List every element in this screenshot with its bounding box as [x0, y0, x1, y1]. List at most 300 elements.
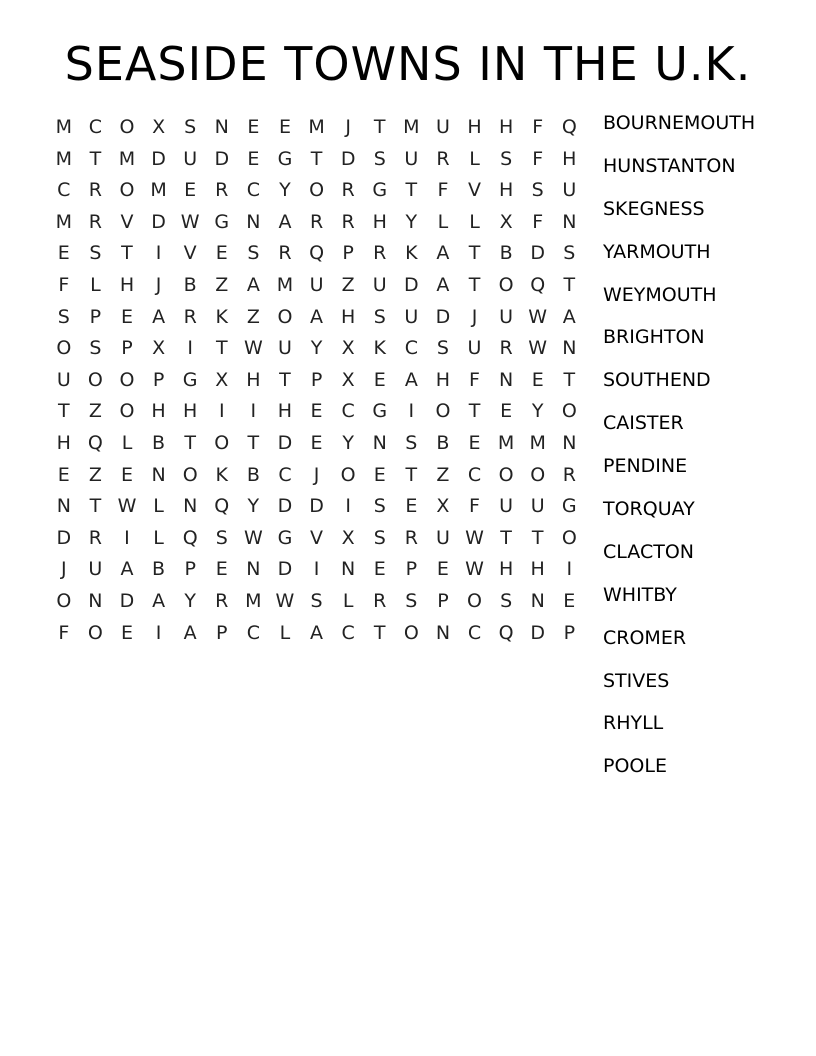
grid-letter: N [562, 337, 577, 360]
grid-letter: O [561, 400, 577, 423]
grid-letter: Z [246, 305, 260, 328]
grid-letter: O [56, 589, 72, 612]
grid-letter: L [121, 431, 133, 454]
grid-letter: S [184, 116, 197, 138]
grid-letter: R [215, 589, 229, 612]
grid-letter: J [471, 305, 478, 328]
grid-row [48, 112, 588, 144]
grid-letter: J [60, 558, 67, 581]
grid-letter: R [88, 526, 102, 549]
grid-letter: O [119, 179, 135, 202]
grid-letter: W [180, 210, 200, 233]
grid-letter: I [187, 337, 193, 360]
grid-letter: M [529, 431, 546, 454]
grid-letter: T [373, 116, 386, 138]
grid-letter: H [56, 431, 71, 454]
grid-letter: T [247, 431, 260, 454]
grid-letter: G [372, 179, 388, 202]
grid-letter: A [120, 558, 134, 581]
grid-letter: K [215, 305, 228, 328]
grid-letter: F [58, 273, 70, 296]
word-list-item: POOLE [603, 755, 667, 778]
word-list-item: PENDINE [603, 455, 688, 478]
grid-letter: O [498, 273, 514, 296]
grid-letter: A [562, 305, 576, 328]
grid-letter: D [277, 495, 293, 518]
grid-letter: H [151, 400, 166, 423]
grid-row [48, 396, 588, 428]
grid-letter: R [88, 179, 102, 202]
word-list-item: CAISTER [603, 412, 684, 435]
grid-letter: A [152, 589, 166, 612]
grid-row [48, 428, 588, 460]
grid-letter: O [119, 368, 135, 391]
grid-letter: G [277, 526, 293, 549]
grid-letter: C [246, 621, 260, 644]
grid-letter: H [498, 179, 514, 202]
grid-letter: X [341, 368, 355, 391]
grid-letter: N [562, 431, 577, 454]
grid-letter: R [373, 589, 387, 612]
grid-letter: R [183, 305, 197, 328]
grid-letter: W [243, 337, 263, 360]
grid-letter: E [310, 400, 323, 423]
grid-letter: O [182, 463, 198, 486]
word-list-item: RHYLL [603, 712, 664, 735]
grid-letter: W [117, 495, 137, 518]
grid-letter: X [341, 526, 355, 549]
grid-letter: U [404, 147, 419, 170]
grid-letter: K [215, 463, 228, 486]
grid-letter: I [155, 621, 162, 644]
grid-letter: C [467, 463, 482, 486]
grid-letter: F [469, 368, 480, 391]
grid-letter: R [562, 463, 576, 486]
grid-letter: I [218, 400, 225, 423]
grid-letter: T [373, 621, 386, 644]
grid-letter: C [88, 116, 103, 138]
grid-letter: U [562, 179, 577, 202]
grid-letter: P [437, 589, 449, 612]
grid-letter: H [498, 558, 514, 581]
grid-letter: P [310, 368, 323, 391]
grid-letter: R [341, 179, 355, 202]
grid-letter: E [247, 116, 260, 138]
grid-letter: T [279, 368, 291, 391]
grid-letter: D [151, 210, 166, 233]
grid-letter: Q [530, 273, 546, 296]
grid-letter: P [121, 337, 133, 360]
grid-letter: T [563, 273, 576, 296]
grid-letter: U [404, 305, 419, 328]
grid-letter: E [405, 495, 418, 518]
grid-letter: L [153, 495, 164, 518]
grid-letter: M [55, 210, 72, 233]
grid-letter: A [183, 621, 197, 644]
grid-letter: T [121, 242, 133, 265]
grid-letter: I [313, 558, 320, 581]
grid-row [48, 491, 588, 523]
grid-row [48, 618, 588, 650]
grid-letter: S [563, 242, 576, 265]
grid-letter: C [341, 400, 355, 423]
grid-letter: O [435, 400, 451, 423]
grid-letter: M [403, 116, 420, 138]
grid-row [48, 207, 588, 239]
grid-letter: N [56, 495, 71, 518]
grid-letter: E [215, 242, 228, 265]
word-list-item: HUNSTANTON [603, 154, 736, 177]
grid-letter: Q [214, 495, 230, 518]
grid-letter: A [310, 621, 324, 644]
grid-letter: W [275, 589, 295, 612]
grid-row [48, 302, 588, 334]
grid-letter: O [403, 621, 419, 644]
grid-letter: H [372, 210, 387, 233]
grid-letter: H [530, 558, 545, 581]
grid-letter: R [404, 526, 418, 549]
grid-letter: C [278, 463, 292, 486]
grid-letter: A [152, 305, 166, 328]
grid-letter: I [345, 495, 351, 518]
grid-letter: U [309, 273, 324, 296]
grid-letter: T [468, 400, 481, 423]
grid-letter: O [119, 116, 135, 138]
grid-letter: N [372, 431, 387, 454]
grid-letter: Z [88, 400, 102, 423]
grid-letter: H [340, 305, 356, 328]
grid-letter: F [532, 116, 544, 138]
grid-letter: E [531, 368, 544, 391]
grid-letter: O [561, 526, 577, 549]
grid-letter: S [373, 147, 386, 170]
grid-letter: U [499, 305, 514, 328]
grid-letter: O [530, 463, 546, 486]
grid-letter: S [215, 526, 228, 549]
word-list [603, 110, 808, 796]
grid-letter: K [373, 337, 386, 360]
word-list-item: WHITBY [603, 583, 677, 606]
word-list-item: CLACTON [603, 540, 694, 563]
grid-letter: D [151, 147, 166, 170]
grid-letter: C [246, 179, 260, 202]
grid-letter: U [435, 526, 450, 549]
grid-letter: S [57, 305, 70, 328]
grid-letter: J [155, 273, 162, 296]
grid-letter: M [276, 273, 294, 296]
grid-letter: R [88, 210, 102, 233]
grid-letter: E [278, 116, 291, 138]
grid-letter: C [467, 621, 482, 644]
grid-letter: S [373, 305, 386, 328]
grid-letter: T [405, 179, 418, 202]
grid-letter: D [214, 147, 230, 170]
grid-letter: A [436, 242, 450, 265]
grid-letter: E [373, 558, 386, 581]
grid-letter: L [90, 273, 101, 296]
grid-letter: F [469, 495, 480, 518]
grid-letter: U [88, 558, 103, 581]
grid-letter: B [246, 463, 260, 486]
grid-letter: D [277, 431, 293, 454]
grid-letter: R [215, 179, 229, 202]
grid-letter: D [309, 495, 324, 518]
grid-letter: D [340, 147, 356, 170]
grid-letter: F [532, 147, 544, 170]
grid-letter: B [152, 431, 166, 454]
grid-letter: U [372, 273, 387, 296]
grid-letter: L [279, 621, 291, 644]
grid-letter: Y [531, 400, 544, 423]
grid-letter: N [246, 210, 261, 233]
grid-letter: E [184, 179, 197, 202]
grid-letter: K [405, 242, 418, 265]
grid-letter: V [310, 526, 324, 549]
grid-letter: S [89, 337, 102, 360]
grid-letter: Q [87, 431, 103, 454]
grid-letter: T [89, 147, 102, 170]
grid-letter: S [405, 589, 418, 612]
grid-letter: O [467, 589, 482, 612]
grid-letter: E [563, 589, 576, 612]
grid-letter: G [214, 210, 230, 233]
grid-letter: M [497, 431, 515, 454]
grid-letter: A [436, 273, 450, 296]
grid-letter: W [528, 305, 548, 328]
grid-letter: V [183, 242, 197, 265]
grid-letter: S [405, 431, 418, 454]
grid-letter: P [152, 368, 165, 391]
grid-letter: X [152, 116, 166, 138]
grid-letter: T [468, 273, 481, 296]
grid-letter: H [467, 116, 482, 138]
grid-letter: A [404, 368, 418, 391]
grid-letter: X [341, 337, 355, 360]
grid-letter: F [437, 179, 449, 202]
grid-letter: I [155, 242, 162, 265]
grid-row [48, 586, 588, 618]
grid-letter: Q [309, 242, 325, 265]
grid-letter: O [277, 305, 293, 328]
grid-letter: T [563, 368, 576, 391]
grid-letter: O [309, 179, 325, 202]
grid-letter: U [467, 337, 482, 360]
word-list-item: STIVES [603, 669, 670, 692]
grid-letter: H [277, 400, 293, 423]
grid-letter: W [243, 526, 263, 549]
grid-letter: U [56, 368, 71, 391]
grid-letter: Z [436, 463, 450, 486]
grid-letter: S [500, 147, 513, 170]
grid-letter: Y [279, 179, 291, 202]
grid-letter: N [341, 558, 356, 581]
grid-letter: E [373, 368, 386, 391]
grid-letter: E [120, 463, 133, 486]
grid-letter: N [435, 621, 451, 644]
word-list-item: YARMOUTH [603, 240, 711, 263]
grid-letter: X [499, 210, 513, 233]
puzzle-title: SEASIDE TOWNS IN THE U.K. [64, 37, 752, 91]
grid-letter: S [373, 495, 386, 518]
grid-letter: E [120, 621, 133, 644]
grid-letter: H [119, 273, 135, 296]
grid-row [48, 175, 588, 207]
grid-letter: L [469, 210, 480, 233]
grid-letter: Q [561, 116, 577, 138]
grid-letter: N [151, 463, 166, 486]
grid-letter: S [89, 242, 102, 265]
grid-letter: R [499, 337, 513, 360]
grid-letter: M [55, 116, 72, 138]
grid-letter: I [408, 400, 415, 423]
grid-letter: W [465, 526, 484, 549]
grid-letter: Y [310, 337, 323, 360]
grid-row [48, 523, 588, 555]
grid-letter: J [345, 116, 351, 138]
grid-letter: U [435, 116, 450, 138]
grid-letter: Y [405, 210, 418, 233]
grid-letter: D [404, 273, 419, 296]
grid-letter: T [184, 431, 196, 454]
grid-letter: N [562, 210, 577, 233]
grid-letter: T [500, 526, 512, 549]
grid-letter: E [57, 242, 70, 265]
grid-letter: E [373, 463, 386, 486]
grid-letter: I [124, 526, 130, 549]
grid-letter: N [246, 558, 261, 581]
grid-letter: U [499, 495, 514, 518]
grid-letter: M [150, 179, 167, 202]
grid-letter: E [468, 431, 481, 454]
grid-letter: P [563, 621, 576, 644]
grid-letter: D [119, 589, 135, 612]
grid-letter: H [498, 116, 514, 138]
grid-letter: L [469, 147, 480, 170]
grid-row [48, 333, 588, 365]
grid-letter: C [57, 179, 71, 202]
grid-letter: L [153, 526, 164, 549]
grid-letter: O [119, 400, 135, 423]
grid-letter: T [57, 400, 70, 423]
grid-letter: S [531, 179, 544, 202]
grid-letter: L [342, 589, 354, 612]
grid-letter: E [247, 147, 260, 170]
grid-letter: U [530, 495, 545, 518]
grid-letter: Z [88, 463, 102, 486]
grid-row [48, 270, 588, 302]
grid-letter: S [310, 589, 323, 612]
grid-letter: B [152, 558, 166, 581]
grid-letter: H [246, 368, 261, 391]
word-list-item: TORQUAY [603, 498, 695, 521]
word-list-item: WEYMOUTH [603, 283, 717, 306]
grid-letter: S [436, 337, 449, 360]
word-list-item: CROMER [603, 626, 687, 649]
grid-letter: P [89, 305, 102, 328]
grid-letter: E [120, 305, 133, 328]
grid-letter: S [373, 526, 386, 549]
grid-letter: I [566, 558, 573, 581]
grid-letter: A [246, 273, 260, 296]
grid-row [48, 460, 588, 492]
grid-letter: S [500, 589, 513, 612]
grid-letter: Z [215, 273, 229, 296]
grid-letter: Y [184, 589, 196, 612]
grid-letter: H [183, 400, 198, 423]
grid-letter: X [436, 495, 450, 518]
grid-letter: G [182, 368, 198, 391]
grid-row [48, 238, 588, 270]
grid-letter: U [277, 337, 292, 360]
grid-letter: R [341, 210, 355, 233]
grid-letter: L [437, 210, 449, 233]
grid-letter: C [341, 621, 355, 644]
grid-letter: O [214, 431, 230, 454]
grid-letter: E [57, 463, 70, 486]
grid-letter: P [405, 558, 418, 581]
grid-letter: B [183, 273, 197, 296]
grid-letter: Q [498, 621, 514, 644]
grid-letter: W [528, 337, 548, 360]
grid-letter: P [184, 558, 196, 581]
grid-letter: T [531, 526, 544, 549]
grid-letter: R [309, 210, 324, 233]
grid-letter: T [310, 147, 323, 170]
grid-letter: V [120, 210, 134, 233]
letter-grid [48, 112, 588, 649]
grid-letter: A [310, 305, 324, 328]
grid-letter: S [247, 242, 260, 265]
grid-letter: T [89, 495, 102, 518]
grid-letter: O [340, 463, 356, 486]
grid-letter: B [499, 242, 513, 265]
grid-row [48, 144, 588, 176]
grid-letter: O [498, 463, 514, 486]
grid-letter: D [530, 242, 546, 265]
grid-letter: G [277, 147, 293, 170]
word-list-item: SKEGNESS [603, 197, 705, 220]
grid-letter: M [245, 589, 262, 612]
grid-letter: W [465, 558, 484, 581]
grid-letter: X [152, 337, 166, 360]
grid-letter: J [313, 463, 320, 486]
grid-letter: E [215, 558, 228, 581]
grid-letter: H [435, 368, 451, 391]
grid-letter: Y [342, 431, 354, 454]
grid-letter: V [468, 179, 482, 202]
word-list-item: SOUTHEND [603, 369, 711, 392]
grid-letter: P [216, 621, 228, 644]
grid-letter: D [56, 526, 72, 549]
grid-row [48, 365, 588, 397]
grid-letter: G [372, 400, 388, 423]
grid-letter: E [310, 431, 323, 454]
grid-letter: T [215, 337, 228, 360]
grid-letter: X [215, 368, 229, 391]
grid-letter: Z [341, 273, 355, 296]
grid-letter: A [278, 210, 292, 233]
grid-letter: F [58, 621, 70, 644]
grid-letter: R [373, 242, 387, 265]
grid-letter: D [435, 305, 451, 328]
grid-letter: P [342, 242, 354, 265]
grid-letter: R [278, 242, 292, 265]
grid-letter: D [277, 558, 293, 581]
grid-letter: O [87, 621, 103, 644]
grid-letter: E [500, 400, 513, 423]
grid-letter: T [468, 242, 481, 265]
grid-letter: I [250, 400, 257, 423]
